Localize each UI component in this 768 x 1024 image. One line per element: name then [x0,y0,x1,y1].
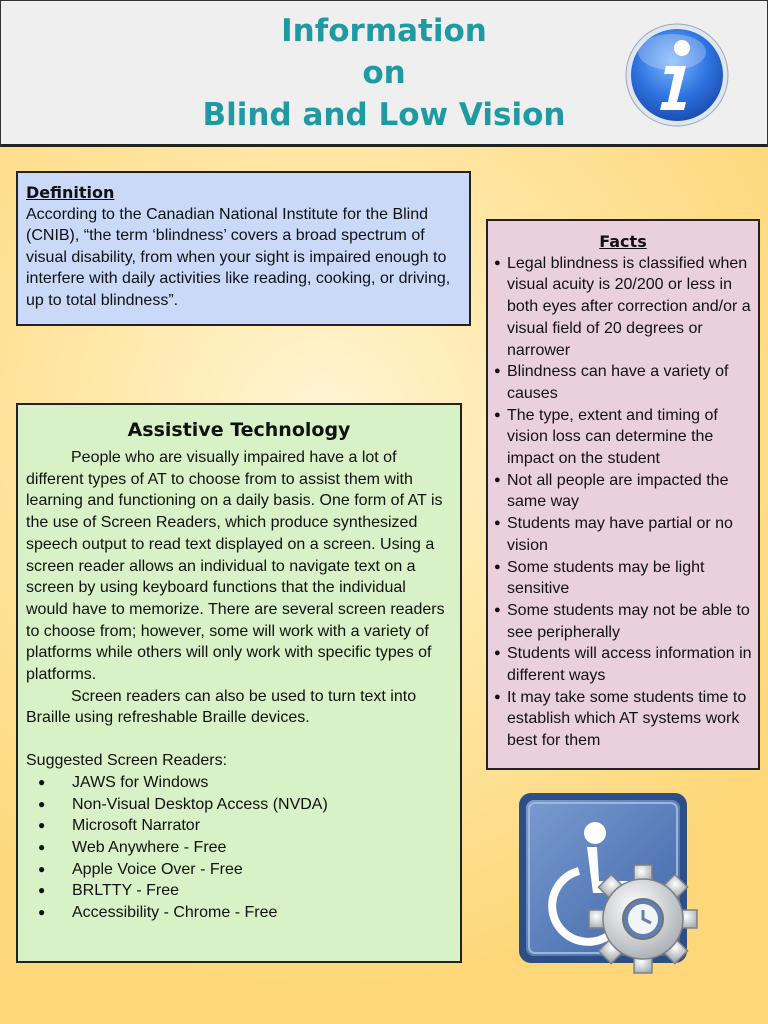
suggested-label: Suggested Screen Readers: [26,752,228,770]
definition-text: According to the Canadian National Institute for the Blind (CNIB), “the term ‘blindness’ covers a broad spectrum of visual disability, from when your sight is impaired enough to interfere with daily activities like reading, cooking, or driving, up to total blindness”. [26,205,451,309]
title-line-3: Blind and Low Vision [202,97,566,133]
screen-reader-list [26,772,452,924]
fact-item: ● Legal blindness is classified when visual acuity is 20/200 or less in both eyes after correction and/or a visual field of 20 degrees or narrower [494,253,752,362]
screen-reader-item: ● Apple Voice Over - Free [38,859,452,881]
assistive-paragraph-2: Screen readers can also be used to turn text into Braille using refreshable Braille devices. [26,687,417,727]
screen-reader-item: ● BRLTTY - Free [38,880,452,902]
fact-item: ● Blindness can have a variety of causes [494,361,752,404]
screen-reader-item: ● Accessibility - Chrome - Free [38,902,452,924]
fact-item: ● Some students may not be able to see peripherally [494,600,752,643]
definition-heading: Definition [26,183,115,202]
accessibility-wheelchair-gear-icon [515,789,705,974]
title-line-1: Information [281,13,487,49]
facts-heading: Facts [599,232,647,251]
definition-box [16,171,471,326]
title-line-2: on [362,55,406,91]
screen-reader-item: ● Non-Visual Desktop Access (NVDA) [38,794,452,816]
facts-list [494,253,752,752]
screen-reader-item: ● Microsoft Narrator [38,815,452,837]
fact-item: ● Students may have partial or no vision [494,513,752,556]
fact-item: ● Some students may be light sensitive [494,557,752,600]
screen-reader-item: ● JAWS for Windows [38,772,452,794]
facts-box [486,219,760,770]
assistive-technology-box [16,403,462,963]
spacer [26,729,452,750]
assistive-heading: Assistive Technology [127,419,351,441]
info-icon [622,20,732,130]
fact-item: ● Students will access information in different ways [494,643,752,686]
fact-item: ● It may take some students time to establish which AT systems work best for them [494,687,752,752]
fact-item: ● The type, extent and timing of vision loss can determine the impact on the student [494,405,752,470]
fact-item: ● Not all people are impacted the same way [494,470,752,513]
screen-reader-item: ● Web Anywhere - Free [38,837,452,859]
assistive-paragraph-1: People who are visually impaired have a lot of different types of AT to choose from to assist them with learning and functioning on a daily basis. One form of AT is the use of Screen Readers, which produce synthesized speech output to read text displayed on a screen. Using a screen reader allows an individual to navigate text on a screen by using keyboard functions that the individual would have to memorize. There are several screen readers to choose from; however, some will work with a variety of platforms while others will only work with specific types of platforms. [26,449,445,684]
